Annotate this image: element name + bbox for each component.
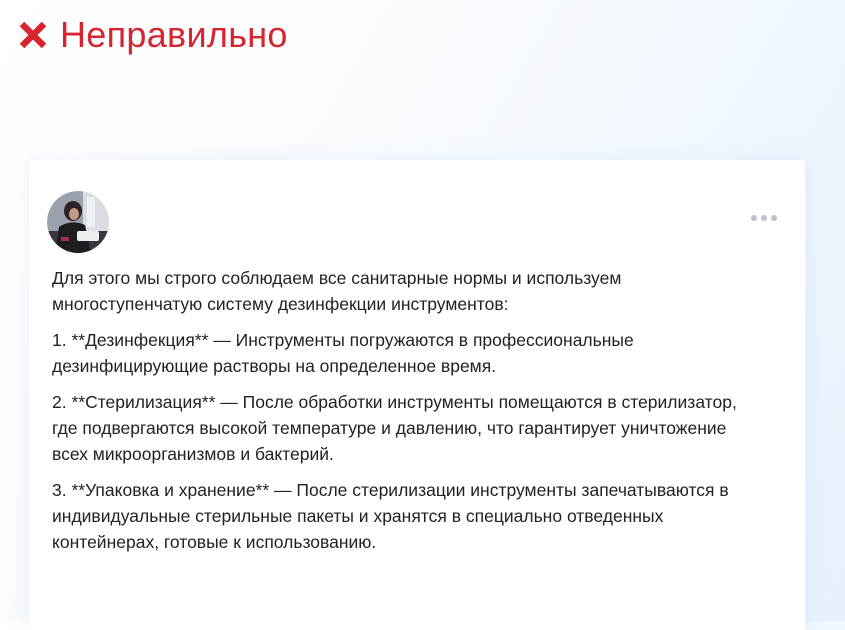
- post-card: [29, 160, 805, 630]
- post-text: [52, 265, 752, 565]
- post-paragraph-intro: Для этого мы строго соблюдаем все санитарные нормы и используем многоступенчатую систему дезинфекции инструментов:: [52, 268, 622, 314]
- cross-icon: [16, 18, 50, 52]
- verdict-label: Неправильно: [60, 14, 288, 55]
- post-paragraph-step-2: 2. **Стерилизация** — После обработки инструменты помещаются в стерилизатор, где подвергаются высокой температуре и давлению, что гарантирует уничтожение всех микроорганизмов и бактерий.: [52, 392, 737, 464]
- verdict-header: [16, 12, 288, 58]
- avatar[interactable]: [47, 191, 109, 253]
- more-horizontal-icon[interactable]: [751, 212, 777, 224]
- post-paragraph-step-3: 3. **Упаковка и хранение** — После стерилизации инструменты запечатываются в индивидуальные стерильные пакеты и хранятся в специально отведенных контейнерах, готовые к использованию.: [52, 480, 729, 552]
- post-paragraph-step-1: 1. **Дезинфекция** — Инструменты погружаются в профессиональные дезинфицирующие растворы на определенное время.: [52, 330, 634, 376]
